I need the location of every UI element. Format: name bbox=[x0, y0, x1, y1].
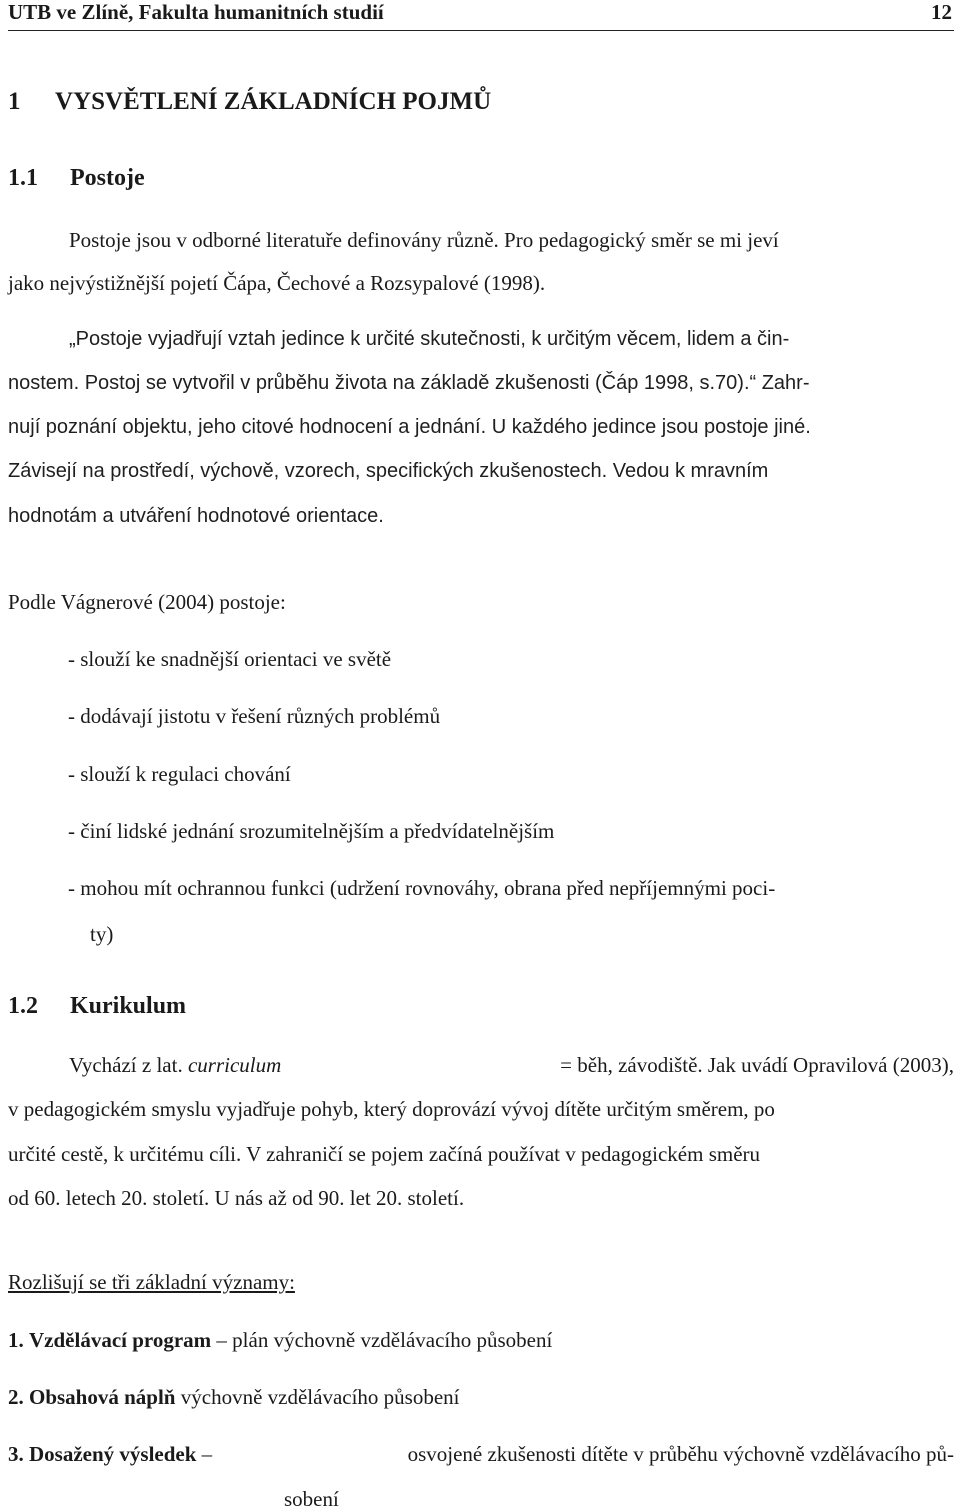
paragraph-line: v pedagogickém smyslu vyjadřuje pohyb, který doprovází vývoj dítěte určitým směrem, po bbox=[8, 1097, 775, 1121]
meaning-number: 2. bbox=[8, 1385, 24, 1409]
section-title: Postoje bbox=[70, 165, 145, 191]
paragraph-line: Postoje jsou v odborné literatuře definovány různě. Pro pedagogický směr se mi jeví bbox=[69, 228, 779, 252]
section-heading-postoje bbox=[8, 165, 145, 192]
meaning-desc: osvojené zkušenosti dítěte v průběhu výchovně vzdělávacího pů- bbox=[407, 1442, 954, 1466]
list-item-continuation: ty) bbox=[90, 922, 114, 946]
meaning-head bbox=[8, 1442, 212, 1467]
meaning-number: 3. bbox=[8, 1442, 24, 1466]
chapter-number: 1 bbox=[8, 88, 21, 115]
list-item: - činí lidské jednání srozumitelnějším a předvídatelnějším bbox=[68, 819, 555, 843]
list-item: - slouží ke snadnější orientaci ve světě bbox=[68, 647, 392, 671]
list-item: - mohou mít ochrannou funkci (udržení rovnováhy, obrana před nepříjemnými poci- bbox=[68, 876, 776, 900]
list-item: - slouží k regulaci chování bbox=[68, 762, 291, 786]
list-item: - dodávají jistotu v řešení různých problémů bbox=[68, 704, 441, 728]
text-run: Vychází z lat. bbox=[69, 1053, 188, 1077]
meaning-term: Vzdělávací program bbox=[29, 1328, 212, 1352]
meaning-desc: výchovně vzdělávacího působení bbox=[180, 1385, 460, 1409]
meaning-continuation: sobení bbox=[284, 1487, 339, 1511]
meaning-term: Obsahová náplň bbox=[29, 1385, 176, 1409]
page-number: 12 bbox=[931, 0, 952, 24]
paragraph-fragment: = běh, závodiště. Jak uvádí Opravilová (2003), bbox=[560, 1053, 954, 1077]
chapter-title: VYSVĚTLENÍ ZÁKLADNÍCH POJMŮ bbox=[55, 88, 492, 115]
section-number: 1.1 bbox=[8, 165, 38, 191]
meaning-item bbox=[8, 1385, 460, 1410]
chapter-heading bbox=[8, 88, 491, 116]
section-number: 1.2 bbox=[8, 993, 38, 1019]
meaning-separator: – bbox=[196, 1442, 213, 1466]
quote-line: „Postoje vyjadřují vztah jedince k určité skutečnosti, k určitým věcem, lidem a čin- bbox=[69, 328, 790, 350]
meaning-item bbox=[8, 1328, 552, 1353]
paragraph-line: od 60. letech 20. století. U nás až od 90. let 20. století. bbox=[8, 1186, 465, 1210]
meaning-term: Dosažený výsledek bbox=[29, 1442, 197, 1466]
section-heading-kurikulum bbox=[8, 993, 186, 1020]
meaning-number: 1. bbox=[8, 1328, 24, 1352]
page-header bbox=[8, 0, 954, 31]
quote-line: hodnotám a utváření hodnotové orientace. bbox=[8, 505, 384, 527]
quote-line: nostem. Postoj se vytvořil v průběhu života na základě zkušenosti (Čáp 1998, s.70).“ Zahr- bbox=[8, 372, 810, 394]
header-institution: UTB ve Zlíně, Fakulta humanitních studií bbox=[8, 0, 384, 24]
paragraph-fragment bbox=[69, 1053, 281, 1078]
meanings-heading: Rozlišují se tři základní významy: bbox=[8, 1270, 295, 1294]
quote-line: nují poznání objektu, jeho citové hodnocení a jednání. U každého jedince jsou postoje jiné. bbox=[8, 416, 811, 438]
meaning-item bbox=[8, 1442, 954, 1467]
latin-term: curriculum bbox=[187, 1053, 282, 1077]
meaning-desc: plán výchovně vzdělávacího působení bbox=[232, 1328, 553, 1352]
paragraph-line: určité cestě, k určitému cíli. V zahraničí se pojem začíná používat v pedagogickém směru bbox=[8, 1142, 761, 1166]
meaning-separator: – bbox=[211, 1328, 233, 1352]
paragraph-line: jako nejvýstižnější pojetí Čápa, Čechové a Rozsypalové (1998). bbox=[8, 271, 546, 295]
list-intro: Podle Vágnerové (2004) postoje: bbox=[8, 590, 286, 614]
quote-line: Závisejí na prostředí, výchově, vzorech, specifických zkušenostech. Vedou k mravním bbox=[8, 460, 769, 482]
paragraph-line bbox=[69, 1053, 954, 1078]
section-title: Kurikulum bbox=[70, 993, 187, 1019]
